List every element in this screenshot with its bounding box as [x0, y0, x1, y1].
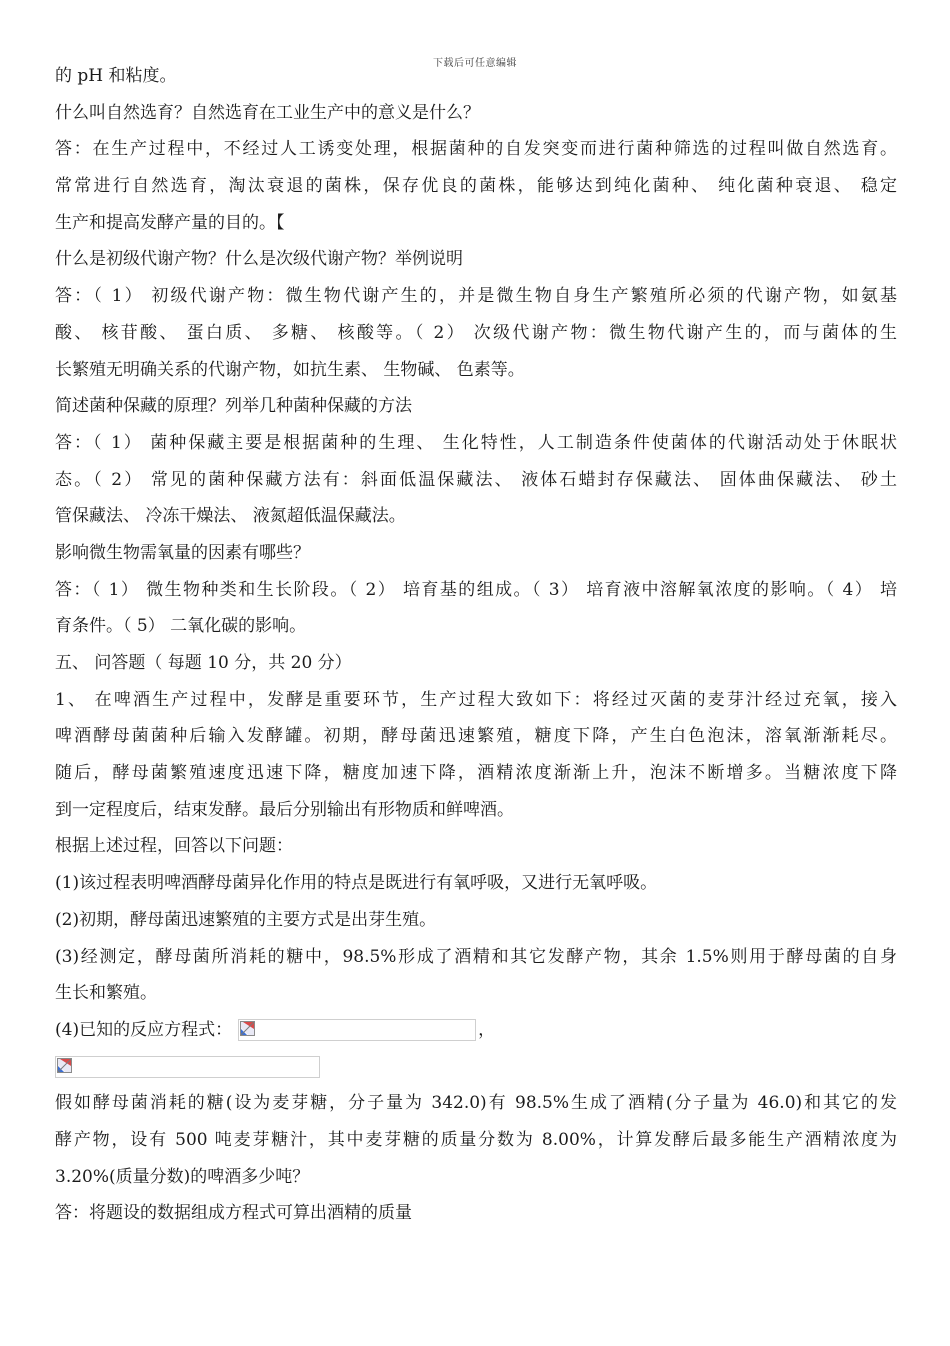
document-body	[55, 58, 897, 1232]
text-line: 长繁殖无明确关系的代谢产物，如抗生素、 生物碱、 色素等。	[55, 359, 525, 380]
text-line: 答：（ 1） 初级代谢产物：微生物代谢产生的，并是微生物自身生产繁殖所必须的代谢产物，如氨基	[55, 286, 897, 307]
page-header: 下载后可任意编辑	[433, 58, 517, 69]
broken-image-icon	[57, 1058, 72, 1073]
text-line: 管保藏法、 冷冻干燥法、 液氮超低温保藏法。	[55, 506, 406, 527]
question-heading: 简述菌种保藏的原理？列举几种菌种保藏的方法	[55, 396, 412, 417]
text-line: 态。（ 2） 常见的菌种保藏方法有：斜面低温保藏法、 液体石蜡封存保藏法、 固体曲保藏法、 砂土	[55, 469, 897, 490]
text-line: 生产和提高发酵产量的目的。【	[55, 212, 285, 233]
text-line: 育条件。（ 5） 二氧化碳的影响。	[55, 616, 307, 637]
text-line: 啤酒酵母菌菌种后输入发酵罐。初期，酵母菌迅速繁殖，糖度下降，产生白色泡沫，溶氧渐渐耗尽。	[55, 726, 897, 747]
text-line: 假如酵母菌消耗的糖(设为麦芽糖，分子量为 342.0)有 98.5%生成了酒精(分子量为 46.0)和其它的发	[55, 1093, 897, 1114]
equation-image-1	[238, 1019, 476, 1041]
text-line: 答：（ 1） 菌种保藏主要是根据菌种的生理、 生化特性，人工制造条件使菌体的代谢活动处于休眠状	[55, 432, 897, 453]
text-line: 答：（ 1） 微生物种类和生长阶段。（ 2） 培育基的组成。（ 3） 培育液中溶解氧浓度的影响。（ 4） 培	[55, 579, 897, 600]
text-line: 随后，酵母菌繁殖速度迅速下降，糖度加速下降，酒精浓度渐渐上升，泡沫不断增多。当糖浓度下降	[55, 763, 897, 784]
text-line: 酵产物，设有 500 吨麦芽糖汁，其中麦芽糖的质量分数为 8.00%，计算发酵后最多能生产酒精浓度为	[55, 1129, 897, 1150]
section-heading: 五、 问答题（ 每题 10 分，共 20 分）	[55, 653, 352, 673]
answer-line: 答：将题设的数据组成方程式可算出酒精的质量	[55, 1203, 412, 1224]
equation-label: (4)已知的反应方程式：	[55, 1019, 233, 1040]
text-line: 酸、 核苷酸、 蛋白质、 多糖、 核酸等。（ 2） 次级代谢产物：微生物代谢产生的，而与菌体的生	[55, 322, 897, 343]
equation-image-2	[55, 1056, 320, 1078]
text-line: 的 pH 和粘度。	[55, 66, 177, 86]
question-heading: 影响微生物需氧量的因素有哪些？	[55, 542, 310, 563]
equation-comma: ，	[478, 1019, 496, 1040]
broken-image-icon	[240, 1021, 255, 1036]
text-line: 生长和繁殖。	[55, 983, 157, 1004]
text-line: (1)该过程表明啤酒酵母菌异化作用的特点是既进行有氧呼吸，又进行无氧呼吸。	[55, 873, 658, 894]
text-line: 答：在生产过程中，不经过人工诱变处理，根据菌种的自发突变而进行菌种筛选的过程叫做自然选育。	[55, 139, 897, 160]
text-line: (3)经测定，酵母菌所消耗的糖中，98.5%形成了酒精和其它发酵产物，其余 1.5%则用于酵母菌的自身	[55, 946, 897, 967]
equation-line-2	[55, 1049, 897, 1086]
question-heading: 什么是初级代谢产物？什么是次级代谢产物？举例说明	[55, 249, 463, 270]
text-line: 3.20%(质量分数)的啤酒多少吨？	[55, 1166, 310, 1187]
text-line: 根据上述过程，回答以下问题：	[55, 836, 293, 857]
text-line: (2)初期，酵母菌迅速繁殖的主要方式是出芽生殖。	[55, 909, 437, 930]
text-line: 1、 在啤酒生产过程中，发酵是重要环节，生产过程大致如下：将经过灭菌的麦芽汁经过充氧，接入	[55, 689, 897, 710]
equation-line	[55, 1012, 897, 1049]
text-line: 常常进行自然选育，淘汰衰退的菌株，保存优良的菌株，能够达到纯化菌种、 纯化菌种衰退、 稳定	[55, 176, 897, 197]
question-heading: 什么叫自然选育？自然选育在工业生产中的意义是什么？	[55, 102, 480, 123]
text-line: 到一定程度后，结束发酵。最后分别输出有形物质和鲜啤酒。	[55, 799, 514, 820]
